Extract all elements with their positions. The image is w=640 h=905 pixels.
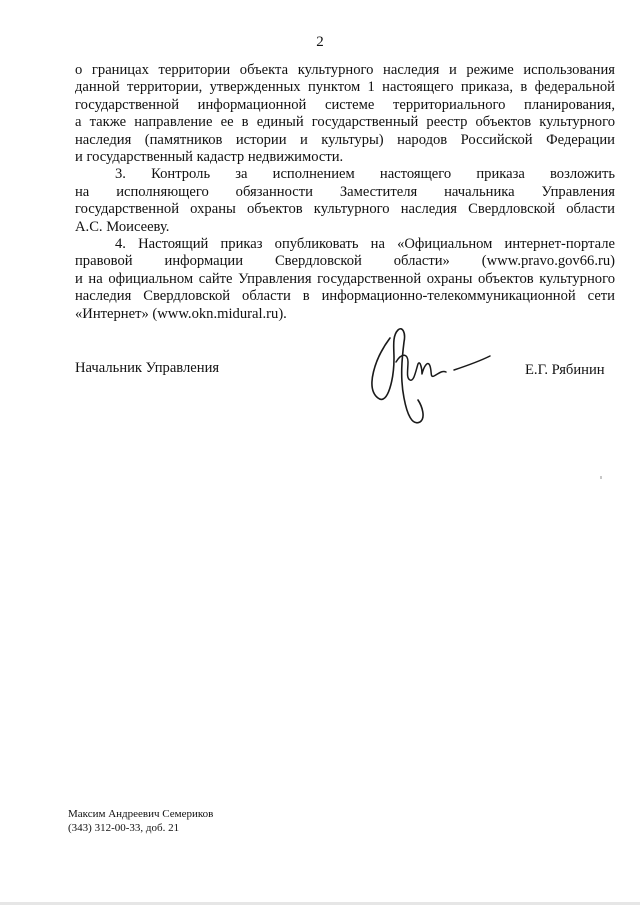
text-line: и государственный кадастр недвижимости. bbox=[75, 149, 344, 166]
text-line: правовой информации Свердловской области» (www.pravo.gov66.ru) bbox=[75, 253, 615, 270]
text-line: А.С. Моисееву. bbox=[75, 218, 170, 235]
page-number: 2 bbox=[316, 34, 324, 50]
text-line: «Интернет» (www.okn.midural.ru). bbox=[75, 305, 287, 322]
text-line: и на официальном сайте Управления государственной охраны объектов культурного bbox=[75, 270, 615, 287]
executor-phone: (343) 312-00-33, доб. 21 bbox=[68, 821, 180, 834]
text-line: наследия (памятников истории и культуры) народов Российской Федерации bbox=[75, 131, 615, 148]
paragraph-control bbox=[75, 166, 615, 236]
text-line: 4. Настоящий приказ опубликовать на «Официальном интернет-портале bbox=[115, 236, 615, 253]
text-line: 3. Контроль за исполнением настоящего приказа возложить bbox=[115, 166, 615, 183]
executor-name: Максим Андреевич Семериков bbox=[68, 808, 214, 820]
text-line: данной территории, утвержденных пунктом 1 настоящего приказа, в федеральной bbox=[75, 79, 615, 96]
text-line: наследия Свердловской области в информационно-телекоммуникационной сети bbox=[75, 288, 615, 305]
text-line: государственной информационной системе территориального планирования, bbox=[75, 96, 615, 113]
text-line: а также направление ее в единый государственный реестр объектов культурного bbox=[75, 114, 615, 131]
text-line: государственной охраны объектов культурного наследия Свердловской области bbox=[75, 201, 615, 218]
executor-info bbox=[68, 808, 213, 835]
text-line: на исполняющего обязанности Заместителя начальника Управления bbox=[75, 183, 615, 200]
handwritten-signature bbox=[350, 318, 500, 438]
signatory-name: Е.Г. Рябинин bbox=[525, 362, 605, 378]
paragraph-publication bbox=[75, 236, 615, 323]
signatory-title: Начальник Управления bbox=[75, 360, 220, 376]
paragraph-continuation bbox=[75, 62, 615, 166]
document-body bbox=[75, 62, 615, 323]
text-line: о границах территории объекта культурного наследия и режиме использования bbox=[75, 62, 615, 78]
scan-artifact bbox=[600, 476, 602, 479]
